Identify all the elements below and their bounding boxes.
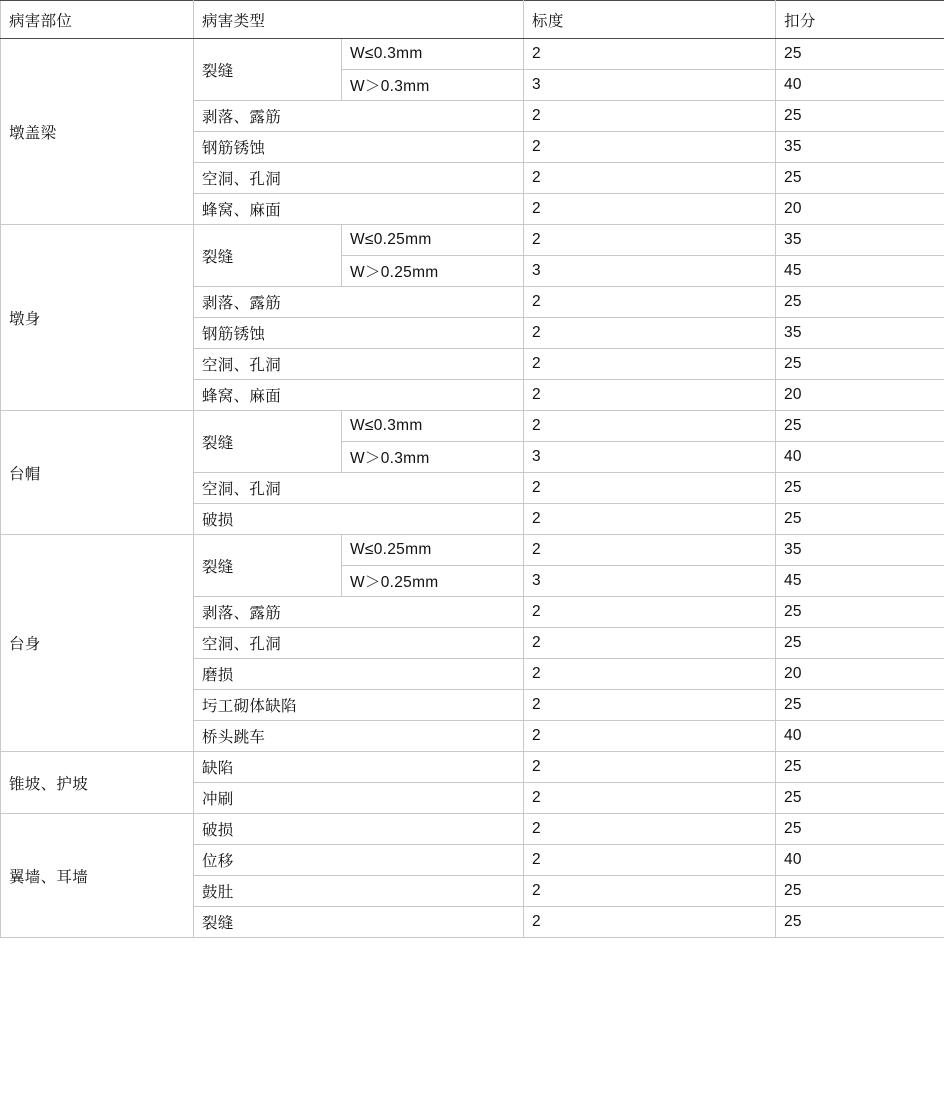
cell-scale: 2: [524, 752, 776, 783]
cell-scale: 2: [524, 597, 776, 628]
cell-defect-type: 裂缝: [194, 39, 342, 101]
cell-score-deduction: 25: [776, 287, 944, 318]
cell-defect-type: 位移: [194, 845, 524, 876]
cell-scale: 2: [524, 163, 776, 194]
cell-scale: 2: [524, 349, 776, 380]
cell-defect-type: 破损: [194, 504, 524, 535]
cell-defect-type: 剥落、露筋: [194, 597, 524, 628]
cell-score-deduction: 25: [776, 690, 944, 721]
cell-score-deduction: 25: [776, 783, 944, 814]
cell-score-deduction: 20: [776, 194, 944, 225]
cell-defect-subtype: W＞0.25mm: [342, 256, 524, 287]
cell-defect-type: 破损: [194, 814, 524, 845]
column-header-part: 病害部位: [1, 1, 194, 39]
cell-defect-type: 裂缝: [194, 907, 524, 938]
cell-defect-part: 台帽: [1, 411, 194, 535]
cell-defect-type: 缺陷: [194, 752, 524, 783]
cell-score-deduction: 25: [776, 504, 944, 535]
cell-scale: 2: [524, 101, 776, 132]
cell-defect-type: 裂缝: [194, 535, 342, 597]
cell-defect-subtype: W≤0.3mm: [342, 411, 524, 442]
cell-scale: 2: [524, 473, 776, 504]
cell-scale: 2: [524, 225, 776, 256]
column-header-scale: 标度: [524, 1, 776, 39]
table-row: [1, 752, 944, 783]
cell-defect-type: 蜂窝、麻面: [194, 380, 524, 411]
cell-scale: 2: [524, 287, 776, 318]
cell-score-deduction: 25: [776, 101, 944, 132]
table-row: [1, 225, 944, 256]
cell-score-deduction: 25: [776, 411, 944, 442]
table-header-row: [1, 1, 944, 39]
cell-score-deduction: 25: [776, 876, 944, 907]
cell-defect-type: 蜂窝、麻面: [194, 194, 524, 225]
cell-defect-subtype: W＞0.3mm: [342, 442, 524, 473]
cell-scale: 2: [524, 132, 776, 163]
cell-scale: 3: [524, 442, 776, 473]
cell-score-deduction: 35: [776, 225, 944, 256]
table-row: [1, 535, 944, 566]
cell-defect-type: 磨损: [194, 659, 524, 690]
cell-defect-part: 墩盖梁: [1, 39, 194, 225]
cell-defect-type: 桥头跳车: [194, 721, 524, 752]
cell-score-deduction: 25: [776, 814, 944, 845]
cell-score-deduction: 20: [776, 380, 944, 411]
cell-score-deduction: 25: [776, 597, 944, 628]
cell-scale: 3: [524, 566, 776, 597]
cell-scale: 2: [524, 907, 776, 938]
cell-scale: 2: [524, 380, 776, 411]
table-body: [1, 39, 944, 938]
cell-scale: 3: [524, 70, 776, 101]
cell-scale: 2: [524, 411, 776, 442]
cell-score-deduction: 25: [776, 628, 944, 659]
cell-score-deduction: 40: [776, 721, 944, 752]
cell-scale: 2: [524, 876, 776, 907]
cell-score-deduction: 35: [776, 535, 944, 566]
cell-defect-type: 空洞、孔洞: [194, 473, 524, 504]
table-row: [1, 814, 944, 845]
cell-scale: 2: [524, 39, 776, 70]
column-header-type: 病害类型: [194, 1, 524, 39]
cell-defect-part: 翼墙、耳墙: [1, 814, 194, 938]
cell-defect-part: 锥坡、护坡: [1, 752, 194, 814]
cell-scale: 3: [524, 256, 776, 287]
cell-score-deduction: 40: [776, 70, 944, 101]
cell-defect-type: 裂缝: [194, 411, 342, 473]
cell-score-deduction: 25: [776, 907, 944, 938]
cell-defect-part: 台身: [1, 535, 194, 752]
cell-scale: 2: [524, 690, 776, 721]
cell-score-deduction: 40: [776, 845, 944, 876]
cell-defect-subtype: W≤0.3mm: [342, 39, 524, 70]
cell-defect-type: 裂缝: [194, 225, 342, 287]
cell-defect-subtype: W＞0.3mm: [342, 70, 524, 101]
cell-score-deduction: 25: [776, 349, 944, 380]
table-row: [1, 39, 944, 70]
cell-defect-subtype: W≤0.25mm: [342, 535, 524, 566]
cell-defect-subtype: W≤0.25mm: [342, 225, 524, 256]
cell-scale: 2: [524, 659, 776, 690]
cell-score-deduction: 20: [776, 659, 944, 690]
cell-scale: 2: [524, 318, 776, 349]
cell-defect-type: 圬工砌体缺陷: [194, 690, 524, 721]
cell-score-deduction: 25: [776, 752, 944, 783]
cell-scale: 2: [524, 194, 776, 225]
cell-score-deduction: 45: [776, 566, 944, 597]
cell-scale: 2: [524, 814, 776, 845]
cell-defect-type: 剥落、露筋: [194, 101, 524, 132]
cell-defect-type: 冲刷: [194, 783, 524, 814]
cell-score-deduction: 35: [776, 318, 944, 349]
cell-score-deduction: 25: [776, 163, 944, 194]
cell-scale: 2: [524, 845, 776, 876]
cell-score-deduction: 25: [776, 473, 944, 504]
cell-defect-type: 鼓肚: [194, 876, 524, 907]
cell-score-deduction: 40: [776, 442, 944, 473]
cell-defect-type: 空洞、孔洞: [194, 349, 524, 380]
cell-defect-type: 剥落、露筋: [194, 287, 524, 318]
cell-defect-type: 空洞、孔洞: [194, 628, 524, 659]
cell-scale: 2: [524, 721, 776, 752]
cell-defect-type: 钢筋锈蚀: [194, 132, 524, 163]
cell-scale: 2: [524, 783, 776, 814]
cell-scale: 2: [524, 535, 776, 566]
cell-score-deduction: 25: [776, 39, 944, 70]
table-row: [1, 411, 944, 442]
cell-scale: 2: [524, 504, 776, 535]
cell-defect-type: 空洞、孔洞: [194, 163, 524, 194]
cell-score-deduction: 35: [776, 132, 944, 163]
table-header: [1, 1, 944, 39]
column-header-score: 扣分: [776, 1, 944, 39]
cell-scale: 2: [524, 628, 776, 659]
cell-defect-part: 墩身: [1, 225, 194, 411]
cell-defect-type: 钢筋锈蚀: [194, 318, 524, 349]
cell-score-deduction: 45: [776, 256, 944, 287]
cell-defect-subtype: W＞0.25mm: [342, 566, 524, 597]
